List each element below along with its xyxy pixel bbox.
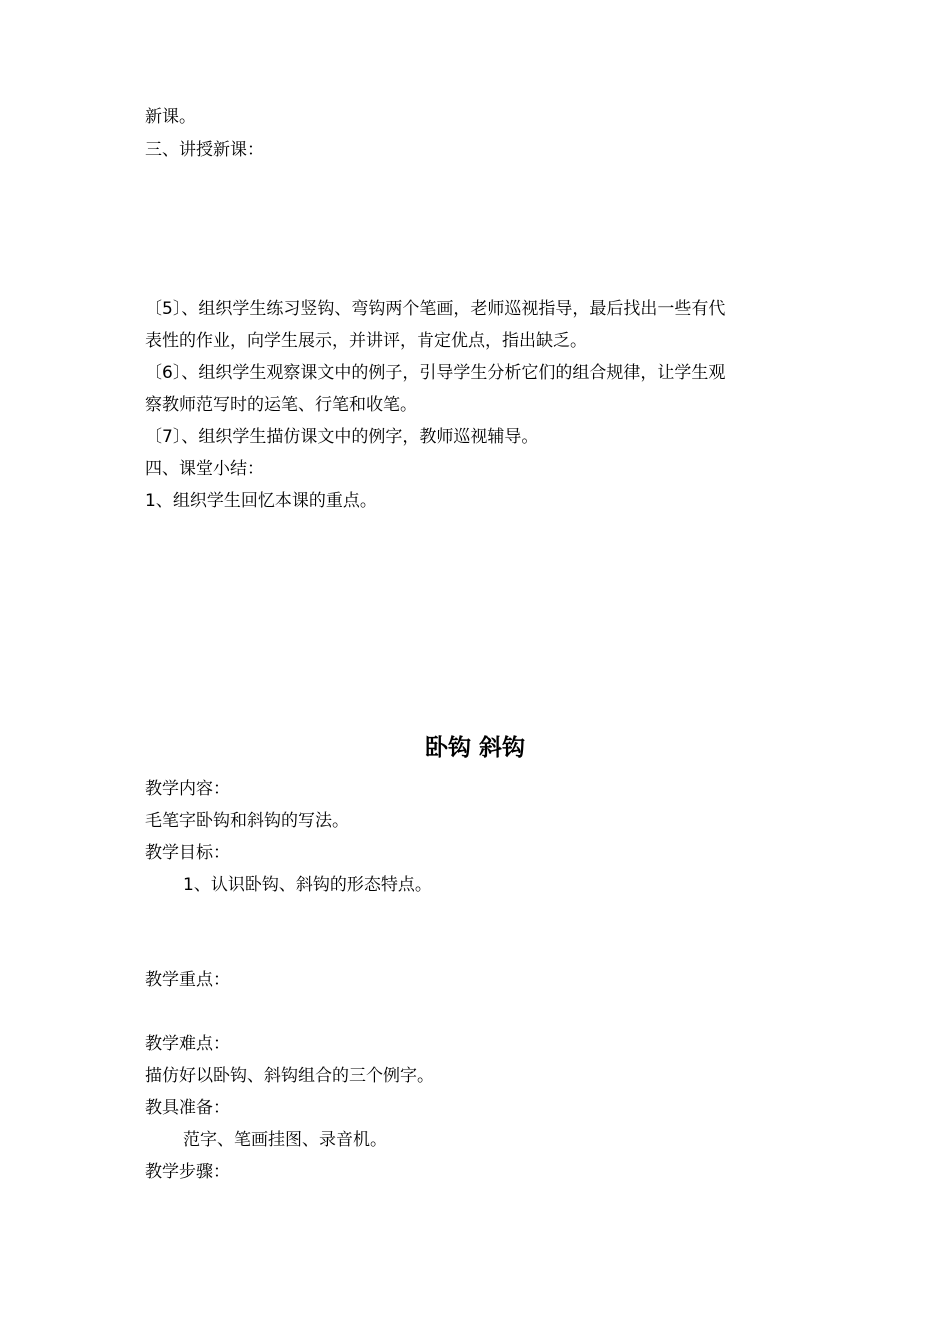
focus-label: 教学重点：: [145, 970, 230, 990]
step-5-line-1: 〔5〕、组织学生练习竖钩、弯钩两个笔画，老师巡视指导，最后找出一些有代: [145, 299, 726, 319]
heading-teach-new-lesson: 三、讲授新课：: [145, 140, 264, 160]
difficulty-text: 描仿好以卧钩、斜钩组合的三个例字。: [145, 1066, 434, 1086]
heading-class-summary: 四、课堂小结：: [145, 459, 264, 479]
step-6-line-1: 〔6〕、组织学生观察课文中的例子，引导学生分析它们的组合规律，让学生观: [145, 363, 726, 383]
steps-label: 教学步骤：: [145, 1162, 230, 1182]
content-label: 教学内容：: [145, 779, 230, 799]
step-7-line: 〔7〕、组织学生描仿课文中的例字，教师巡视辅导。: [145, 427, 539, 447]
step-5-line-2: 表性的作业，向学生展示，并讲评，肯定优点，指出缺乏。: [145, 331, 587, 351]
summary-item-1: 1、组织学生回忆本课的重点。: [145, 491, 377, 511]
line-xinke: 新课。: [145, 107, 196, 127]
difficulty-label: 教学难点：: [145, 1034, 230, 1054]
tools-text: 范字、笔画挂图、录音机。: [183, 1130, 387, 1150]
goal-item-1: 1、认识卧钩、斜钩的形态特点。: [183, 875, 432, 895]
tools-label: 教具准备：: [145, 1098, 230, 1118]
lesson-title: 卧钩 斜钩: [424, 735, 525, 761]
step-6-line-2: 察教师范写时的运笔、行笔和收笔。: [145, 395, 417, 415]
content-text: 毛笔字卧钩和斜钩的写法。: [145, 811, 349, 831]
goal-label: 教学目标：: [145, 843, 230, 863]
